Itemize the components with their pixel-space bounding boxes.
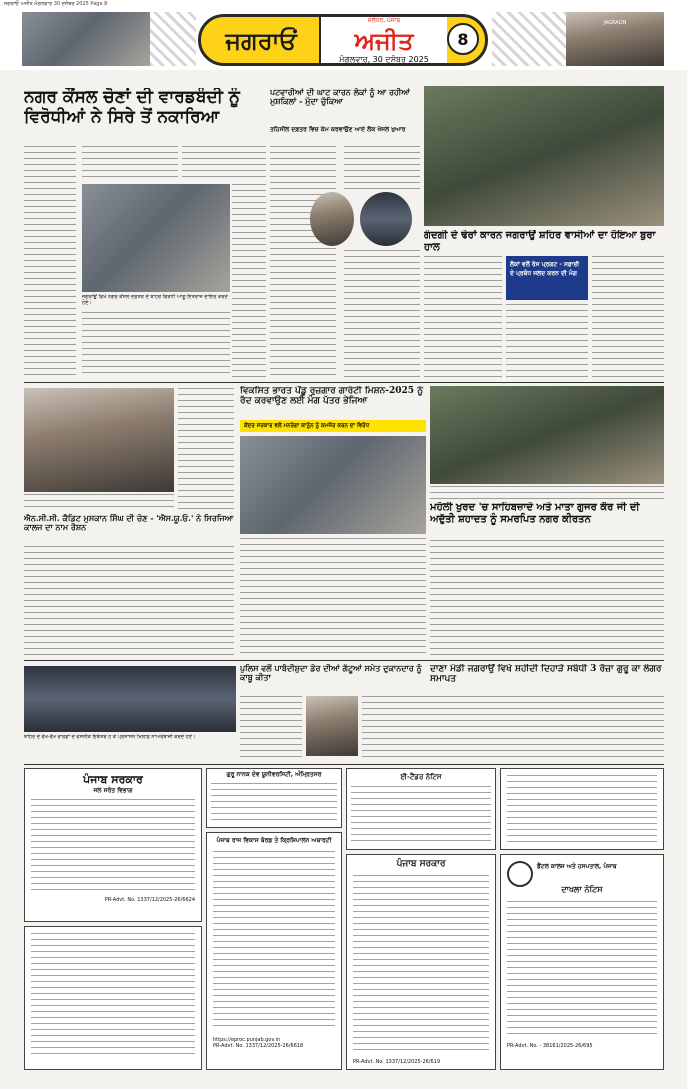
- second-subheadline: ਤਹਿਸੀਲ ਦਫ਼ਤਰ ਵਿਚ ਕੰਮ ਕਰਵਾਉਣ ਆਏ ਲੋਕ ਖੱਜਲ ਖੁਆਰ: [270, 126, 406, 133]
- ncc-text: [24, 546, 234, 656]
- police-headline: ਪੁਲਿਸ ਵਲੋਂ ਪਾਬੰਦੀਸ਼ੁਦਾ ਡੋਰ ਦੀਆਂ ਗੱਟੂਆਂ ਸਮੇਤ ਦੁਕਾਨਦਾਰ ਨੂੰ ਕਾਬੂ ਕੀਤਾ: [240, 664, 422, 683]
- mid-strip: ਕੇਂਦਰ ਸਰਕਾਰ ਵਲੋਂ ਮਨਰੇਗਾ ਕਾਨੂੰਨ ਨੂੰ ਕਮਜ਼ੋਰ ਕਰਨ ਦਾ ਵਿਰੋਧ: [240, 420, 426, 432]
- right-text-col2: [506, 304, 588, 378]
- punjab-govt-2-code: PR-Advt. No. 1337/12/2025-26/619: [353, 1059, 441, 1065]
- masthead-brand-panel: [319, 17, 447, 63]
- masthead-date: ਮੰਗਲਵਾਰ, 30 ਦਸੰਬਰ 2025: [339, 55, 429, 63]
- police-text-col1: [240, 696, 302, 760]
- gndu-title: ਗੁਰੂ ਨਾਨਕ ਦੇਵ ਯੂਨੀਵਰਸਿਟੀ, ਅੰਮ੍ਰਿਤਸਰ: [226, 771, 322, 778]
- dental-code: PR-Advt. No. - 38161/2025-26/695: [507, 1043, 593, 1049]
- masthead-left-pattern: [150, 12, 196, 66]
- ncc-side-text: [178, 388, 234, 512]
- second-text-col1: [270, 146, 336, 378]
- masthead-edition-title: ਜਗਰਾਓਂ: [225, 25, 297, 55]
- board-text: [213, 851, 335, 1031]
- dental-text: [507, 901, 657, 1037]
- dental-logo-icon: [507, 861, 533, 887]
- mid-text: [240, 538, 426, 656]
- masthead-photo-label: JAGRAON: [603, 20, 627, 26]
- punjab-govt-code: PR-Advt. No. 1337/12/2025-26/6624: [104, 897, 195, 903]
- kirtan-photo: [430, 386, 664, 484]
- dental-title: ਡੈਂਟਲ ਕਾਲਜ ਅਤੇ ਹਸਪਤਾਲ, ਪੰਜਾਬ: [537, 863, 617, 870]
- table-ad: [500, 768, 664, 850]
- dental-ad: [500, 854, 664, 1070]
- gndu-text: [211, 783, 337, 823]
- mid-headline: ਵਿਕਸਿਤ ਭਾਰਤ ਪੇਂਡੂ ਰੁਜ਼ਗਾਰ ਗਾਰੰਟੀ ਮਿਸ਼ਨ-2025 ਨੂੰ ਰੱਦ ਕਰਵਾਉਣ ਲਈ ਮੰਗ ਪੱਤਰ ਭੇਜਿਆ: [240, 386, 424, 407]
- langar-text: [430, 696, 664, 760]
- lead-text-col5: [82, 312, 230, 378]
- right-text-col1: [424, 256, 502, 378]
- ncc-headline: ਐਨ.ਸੀ.ਸੀ. ਕੈਡਿਟ ਮੁਸਕਾਨ ਸਿੰਘ ਦੀ ਚੋਣ - 'ਐਸ.ਯੂ.ਓ.' ਨੇ ਸਿਰਜਿਆ ਕਾਲਜ ਦਾ ਨਾਮ ਰੌਸ਼ਨ: [24, 514, 234, 533]
- lead-photo: [82, 184, 230, 292]
- group-photo: [24, 666, 236, 732]
- masthead-place: ਜਲੰਧਰ, ਪੰਜਾਬ: [367, 17, 401, 24]
- punjab-govt-sub: ਜਲ ਸਰੋਤ ਵਿਭਾਗ: [93, 787, 133, 794]
- second-photo-2: [360, 192, 412, 246]
- page-number: 8: [447, 23, 479, 55]
- lead-text-col4: [232, 184, 266, 380]
- table-ad-text: [507, 775, 657, 845]
- punjab-govt-2-text: [353, 875, 489, 1053]
- punjab-govt-2-title: ਪੰਜਾਬ ਸਰਕਾਰ: [396, 859, 446, 869]
- tender-text: [351, 786, 491, 846]
- board-website: https://eproc.punjab.gov.in: [213, 1037, 281, 1043]
- ncc-photo: [24, 388, 174, 492]
- group-caption: ਸ਼ਹਿਰ ਦੇ ਵੱਖ-ਵੱਖ ਵਾਰਡਾਂ ਦੇ ਵਸਨੀਕ ਇਕੱਤਰ ਹੋ ਕੇ ਪ੍ਰਸ਼ਾਸਨ ਖ਼ਿਲਾਫ਼ ਨਾਅਰੇਬਾਜ਼ੀ ਕਰਦੇ ਹੋਏ।: [24, 734, 196, 740]
- kirtan-headline: ਮਹੋਲੀ ਖੁਰਦ 'ਚ ਸਾਹਿਬਜ਼ਾਦੇ ਅਤੇ ਮਾਤਾ ਗੁਜਰ ਕੌਰ ਜੀ ਦੀ ਅਦੁੱਤੀ ਸ਼ਹਾਦਤ ਨੂੰ ਸਮਰਪਿਤ ਨਗਰ ਕੀਰਤਨ: [430, 502, 640, 525]
- lead-text-col2: [82, 146, 178, 182]
- lead-text-col1: [24, 146, 76, 376]
- gndu-ad: [206, 768, 342, 828]
- lead-caption: ਜਗਰਾਉਂ ਵਿਖੇ ਨਗਰ ਕੌਂਸਲ ਦਫ਼ਤਰ ਦੇ ਬਾਹਰ ਵਿਰੋਧੀ ਆਗੂ ਇਤਰਾਜ਼ ਦਾਇਰ ਕਰਦੇ ਹੋਏ।: [82, 294, 228, 306]
- police-text-col2: [362, 696, 430, 760]
- ncc-caption-lines: [24, 494, 174, 512]
- tender-ad-text: [31, 933, 195, 1057]
- dental-sub: ਦਾਖਲਾ ਨੋਟਿਸ: [561, 885, 603, 894]
- ncc-caption: [24, 494, 174, 512]
- masthead-logo: [198, 14, 488, 66]
- masthead-right-photo: [566, 12, 664, 66]
- right-text-col3: [592, 256, 664, 378]
- masthead-left-photo: [22, 12, 150, 66]
- kirtan-caption: [430, 486, 664, 500]
- right-headline: ਗੰਦਗੀ ਦੇ ਢੇਰਾਂ ਕਾਰਨ ਜਗਰਾਉਂ ਸ਼ਹਿਰ ਵਾਸੀਆਂ ਦਾ ਹੋਇਆ ਬੁਰਾ ਹਾਲ: [424, 230, 656, 252]
- second-text-col3: [344, 250, 420, 378]
- second-text-col2: [344, 146, 420, 190]
- divider-1: [24, 382, 664, 383]
- second-headline: ਪਟਵਾਰੀਆਂ ਦੀ ਘਾਟ ਕਾਰਨ ਲੋਕਾਂ ਨੂੰ ਆ ਰਹੀਆਂ ਮੁਸ਼ਕਿਲਾਂ - ਮੁੱਦਾ ਚੁੱਕਿਆ: [270, 88, 410, 107]
- garbage-photo: [424, 86, 664, 226]
- punjab-govt-ad: [24, 768, 202, 922]
- board-ad: [206, 832, 342, 1070]
- kirtan-caption-lines: [430, 486, 664, 500]
- police-photo: [306, 696, 358, 756]
- lead-headline: ਨਗਰ ਕੌਂਸਲ ਚੋਣਾਂ ਦੀ ਵਾਰਡਬੰਦੀ ਨੂੰ ਵਿਰੋਧੀਆਂ ਨੇ ਸਿਰੇ ਤੋਂ ਨਕਾਰਿਆ: [24, 88, 240, 127]
- kirtan-text: [430, 540, 664, 656]
- divider-3: [24, 764, 664, 765]
- punjab-govt-ad-2: [346, 854, 496, 1070]
- lead-text-col3: [182, 146, 266, 182]
- masthead: [0, 8, 687, 70]
- punjab-govt-text: [31, 799, 195, 893]
- punjab-govt-title: ਪੰਜਾਬ ਸਰਕਾਰ: [83, 773, 143, 786]
- tender-title: ਈ-ਟੈਂਡਰ ਨੋਟਿਸ: [400, 773, 442, 781]
- masthead-brand: ਅਜੀਤ: [354, 27, 414, 55]
- board-code: PR-Advt. No. 1337/12/2025-26/6618: [213, 1043, 304, 1049]
- langar-headline: ਦਾਣਾ ਮੰਡੀ ਜਗਰਾਉਂ ਵਿਖੇ ਸ਼ਹੀਦੀ ਦਿਹਾੜੇ ਸਬੰਧੀ 3 ਰੋਜ਼ਾ ਗੁਰੂ ਕਾ ਲੰਗਰ ਸਮਾਪਤ: [430, 664, 662, 685]
- mid-photo: [240, 436, 426, 534]
- tender-ad: [24, 926, 202, 1070]
- right-callout: ਲੋਕਾਂ ਵਲੋਂ ਰੋਸ ਪ੍ਰਗਟ - ਸਫ਼ਾਈ ਦੇ ਪ੍ਰਬੰਧ ਜਲਦ ਕਰਨ ਦੀ ਮੰਗ: [506, 256, 588, 300]
- second-photo-1: [310, 192, 354, 246]
- small-notice-ad: [346, 768, 496, 850]
- board-title: ਪੰਜਾਬ ਰਾਜ ਵਿਕਾਸ ਬੋਰਡ ਤੇ ਕ੍ਰਿਸ਼ਿਪਾਲਨ ਅਥਾਰਟੀ: [216, 837, 332, 844]
- masthead-right-pattern: [492, 12, 566, 66]
- scan-header: ਜਗਰਾਓਂ ਅਜੀਤ ਮੰਗਲਵਾਰ 30 ਦਸੰਬਰ 2025 Page 8: [0, 0, 687, 8]
- divider-2: [24, 660, 664, 661]
